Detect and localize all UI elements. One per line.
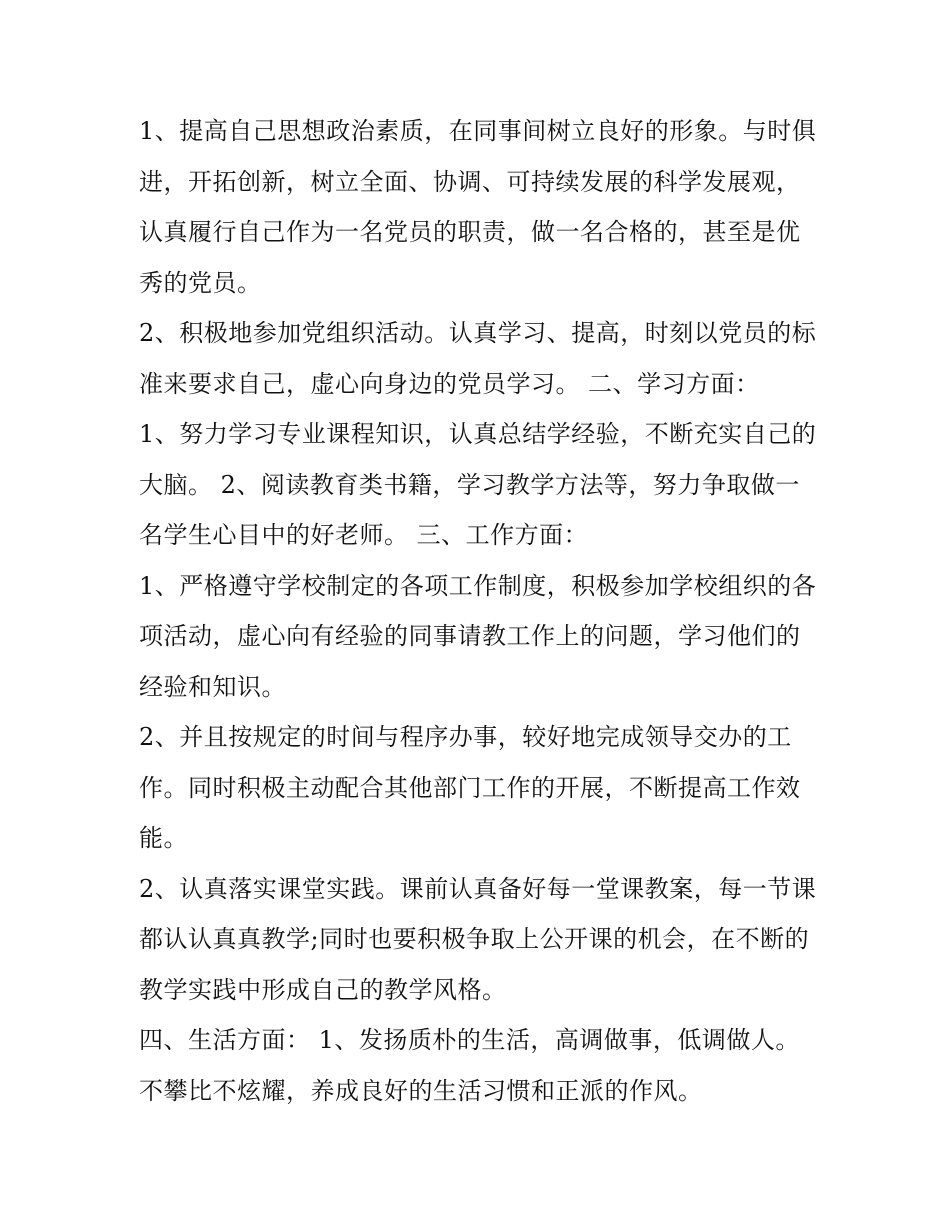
paragraph-classroom-practice: 2、认真落实课堂实践。课前认真备好每一堂课教案，每一节课都认认真真教学;同时也要积极争取上公开课的机会，在不断的教学实践中形成自己的教学风格。: [139, 874, 817, 1004]
paragraph-work-procedure: 2、并且按规定的时间与程序办事，较好地完成领导交办的工作。同时积极主动配合其他部门工作的开展，不断提高工作效能。: [139, 723, 801, 852]
document-body: [139, 106, 819, 1116]
paragraph-study: 1、努力学习专业课程知识，认真总结学经验，不断充实自己的大脑。 2、阅读教育类书籍，学习教学方法等，努力争取做一名学生心目中的好老师。 三、工作方面：: [139, 420, 817, 549]
paragraph-political-quality: 1、提高自己思想政治素质，在同事间树立良好的形象。与时俱进，开拓创新，树立全面、协调、可持续发展的科学发展观，认真履行自己作为一名党员的职责，做一名合格的，甚至是优秀的党员。: [139, 117, 817, 297]
paragraph-life: 四、生活方面： 1、发扬质朴的生活，高调做事，低调做人。不攀比不炫耀，养成良好的生活习惯和正派的作风。: [139, 1026, 800, 1105]
paragraph-party-activities: 2、积极地参加党组织活动。认真学习、提高，时刻以党员的标准来要求自己，虚心向身边的党员学习。 二、学习方面：: [139, 319, 817, 398]
paragraph-work-rules: 1、严格遵守学校制定的各项工作制度，积极参加学校组织的各项活动，虚心向有经验的同事请教工作上的问题，学习他们的经验和知识。: [139, 571, 817, 701]
